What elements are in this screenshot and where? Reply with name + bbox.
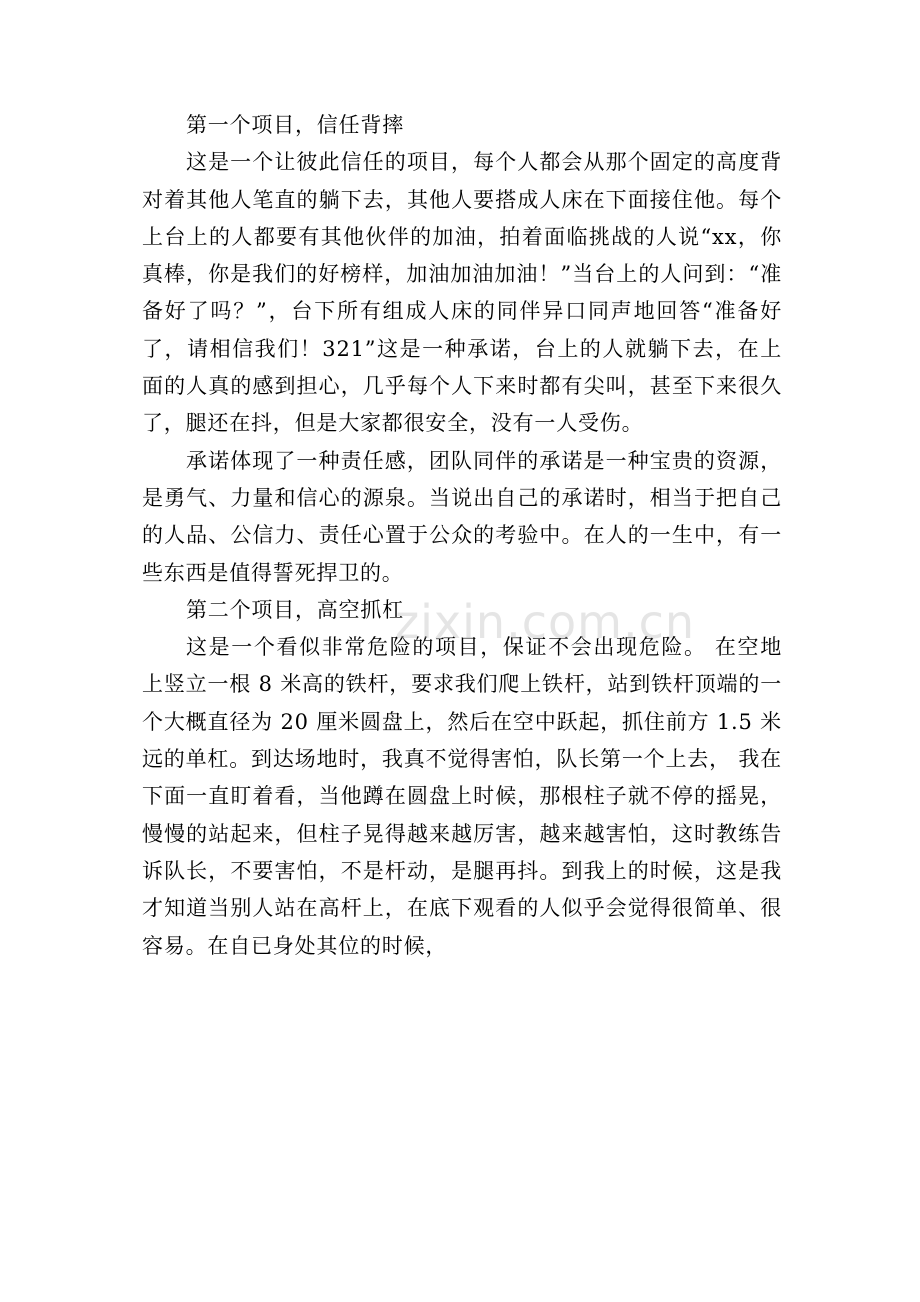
paragraph-commitment-reflection: 承诺体现了一种责任感，团队同伴的承诺是一种宝贵的资源，是勇气、力量和信心的源泉。当说出自己的承诺时，相当于把自己的人品、公信力、责任心置于公众的考验中。在人的一生中，有一些东西是值得誓死捍卫的。 [142, 448, 782, 585]
section-heading-trust-fall: 第一个项目，信任背摔 [186, 113, 404, 137]
document-page [142, 107, 782, 965]
section-heading-high-bar: 第二个项目，高空抓杠 [186, 597, 404, 622]
paragraph-high-bar-description: 这是一个看似非常危险的项目，保证不会出现危险。 在空地上竖立一根 8 米高的铁杆，要求我们爬上铁杆，站到铁杆顶端的一个大概直径为 20 厘米圆盘上，然后在空中跃起，抓住前方 1.5 米远的单杠。到达场地时，我真不觉得害怕，队长第一个上去， 我在下面一直盯着看，当他蹲在圆盘上时候，那根柱子就不停的摇晃，慢慢的站起来，但柱子晃得越来越厉害，越来越害怕，这时教练告诉队长，不要害怕，不是杆动，是腿再抖。到我上的时候，这是我才知道当别人站在高杆上，在底下观看的人似乎会觉得很简单、很容易。在自已身处其位的时候， [142, 635, 782, 958]
paragraph-trust-fall-description: 这是一个让彼此信任的项目，每个人都会从那个固定的高度背对着其他人笔直的躺下去，其他人要搭成人床在下面接住他。每个上台上的人都要有其他伙伴的加油，拍着面临挑战的人说“xx，你真棒，你是我们的好榜样，加油加油加油！”当台上的人问到：“准备好了吗？”，台下所有组成人床的同伴异口同声地回答“准备好了，请相信我们！321”这是一种承诺，台上的人就躺下去，在上面的人真的感到担心，几乎每个人下来时都有尖叫，甚至下来很久了，腿还在抖，但是大家都很安全，没有一人受伤。 [142, 150, 782, 436]
watermark: zixin.com.cn [395, 595, 696, 649]
